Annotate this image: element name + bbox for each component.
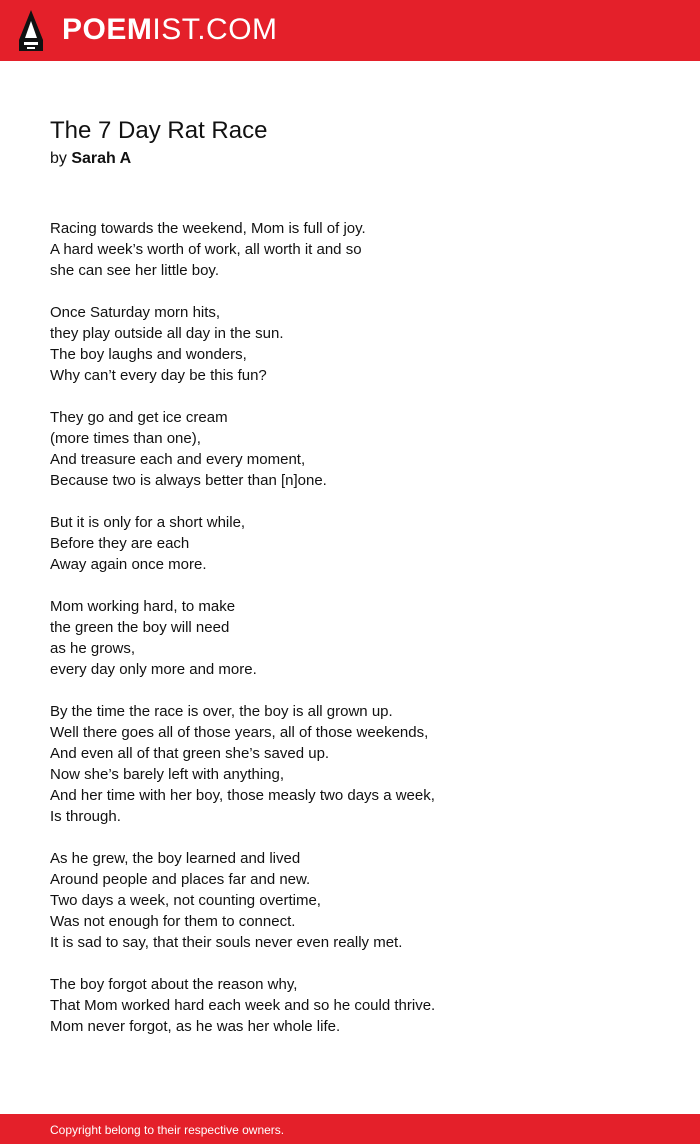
poem-line: (more times than one), xyxy=(50,430,201,447)
poem-line: That Mom worked hard each week and so he could thrive. xyxy=(50,997,436,1014)
poem-line: Was not enough for them to connect. xyxy=(50,913,296,930)
site-header xyxy=(0,0,700,61)
poem-line: Mom working hard, to make xyxy=(50,598,236,615)
stanza xyxy=(50,974,650,1037)
poem-line: the green the boy will need xyxy=(50,619,230,636)
pencil-icon xyxy=(17,9,45,52)
author-name: Sarah A xyxy=(71,150,132,167)
poem-line: The boy laughs and wonders, xyxy=(50,346,247,363)
poem-line: They go and get ice cream xyxy=(50,409,228,426)
stanza xyxy=(50,512,650,575)
poem-line: Around people and places far and new. xyxy=(50,871,311,888)
poem-line: Once Saturday morn hits, xyxy=(50,304,221,321)
poem-line: Why can’t every day be this fun? xyxy=(50,367,267,384)
poem-line: she can see her little boy. xyxy=(50,262,219,279)
poem-line: Before they are each xyxy=(50,535,190,552)
poem-line: Mom never forgot, as he was her whole life. xyxy=(50,1018,341,1035)
poem-line: Racing towards the weekend, Mom is full of joy. xyxy=(50,220,366,237)
poem-line: Is through. xyxy=(50,808,121,825)
poem-line: as he grows, xyxy=(50,640,136,657)
poem-line: Two days a week, not counting overtime, xyxy=(50,892,321,909)
stanza xyxy=(50,701,650,827)
site-logo[interactable] xyxy=(62,12,278,48)
stanza xyxy=(50,596,650,680)
poem-line: By the time the race is over, the boy is all grown up. xyxy=(50,703,393,720)
poem-line: The boy forgot about the reason why, xyxy=(50,976,298,993)
poem-byline xyxy=(50,148,131,170)
stanza xyxy=(50,848,650,953)
poem-line: they play outside all day in the sun. xyxy=(50,325,284,342)
poem-body xyxy=(50,218,650,1058)
stanza xyxy=(50,218,650,281)
poem-line: And treasure each and every moment, xyxy=(50,451,306,468)
stanza xyxy=(50,407,650,491)
poem-line: Now she’s barely left with anything, xyxy=(50,766,285,783)
logo-primary-text: POEM xyxy=(62,13,153,46)
poem-line: And her time with her boy, those measly two days a week, xyxy=(50,787,435,804)
poem-line: But it is only for a short while, xyxy=(50,514,246,531)
site-footer xyxy=(0,1114,700,1144)
poem-line: every day only more and more. xyxy=(50,661,257,678)
poem-line: A hard week’s worth of work, all worth it and so xyxy=(50,241,362,258)
poem-line: Well there goes all of those years, all of those weekends, xyxy=(50,724,429,741)
poem-title: The 7 Day Rat Race xyxy=(50,117,268,144)
logo-secondary-text: IST.COM xyxy=(152,13,278,46)
poem-line: And even all of that green she’s saved up. xyxy=(50,745,330,762)
poem-line: As he grew, the boy learned and lived xyxy=(50,850,301,867)
poem-line: Away again once more. xyxy=(50,556,207,573)
stanza xyxy=(50,302,650,386)
poem-line: Because two is always better than [n]one. xyxy=(50,472,327,489)
poem-line: It is sad to say, that their souls never even really met. xyxy=(50,934,403,951)
copyright-text: Copyright belong to their respective owners. xyxy=(50,1123,285,1137)
byline-label: by xyxy=(50,150,67,167)
